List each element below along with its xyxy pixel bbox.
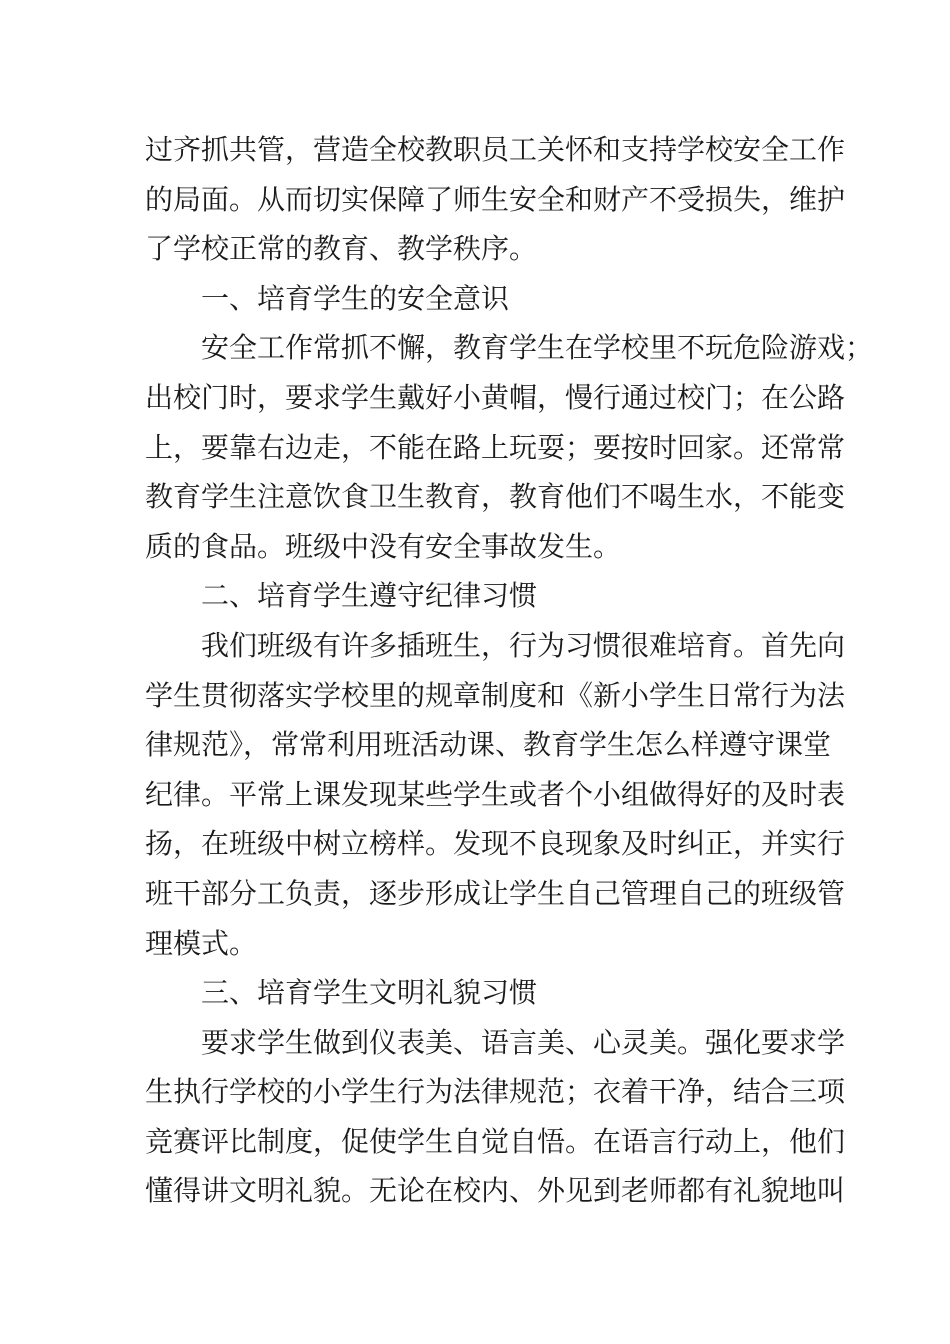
paragraph-line: 生执行学校的小学生行为法律规范；衣着干净，结合三项	[145, 1075, 846, 1109]
document-body	[145, 125, 874, 1216]
paragraph-line: 质的食品。班级中没有安全事故发生。	[145, 529, 622, 563]
paragraph-line: 要求学生做到仪表美、语言美、心灵美。强化要求学	[201, 1025, 846, 1059]
paragraph-line: 学生贯彻落实学校里的规章制度和《新小学生日常行为法	[145, 678, 846, 712]
paragraph-line: 懂得讲文明礼貌。无论在校内、外见到老师都有礼貌地叫	[145, 1174, 846, 1208]
paragraph-line: 上，要靠右边走，不能在路上玩耍；要按时回家。还常常	[145, 430, 846, 464]
section-heading: 三、培育学生文明礼貌习惯	[201, 976, 538, 1010]
section-heading: 一、培育学生的安全意识	[201, 281, 510, 315]
paragraph-line: 律规范》，常常利用班活动课、教育学生怎么样遵守课堂	[145, 728, 832, 762]
paragraph-line: 出校门时，要求学生戴好小黄帽，慢行通过校门；在公路	[145, 380, 846, 414]
paragraph-line: 的局面。从而切实保障了师生安全和财产不受损失，维护	[145, 182, 846, 216]
paragraph-line: 了学校正常的教育、教学秩序。	[145, 232, 538, 266]
paragraph-line: 教育学生注意饮食卫生教育，教育他们不喝生水，不能变	[145, 480, 846, 514]
section-heading: 二、培育学生遵守纪律习惯	[201, 579, 538, 613]
paragraph-line: 过齐抓共管，营造全校教职员工关怀和支持学校安全工作	[145, 133, 846, 166]
paragraph-line: 班干部分工负责，逐步形成让学生自己管理自己的班级管	[145, 876, 846, 910]
paragraph-line: 竞赛评比制度，促使学生自觉自悟。在语言行动上，他们	[145, 1124, 846, 1158]
paragraph-line: 扬，在班级中树立榜样。发现不良现象及时纠正，并实行	[145, 827, 846, 861]
paragraph-line: 我们班级有许多插班生，行为习惯很难培育。首先向	[201, 628, 846, 662]
paragraph-line: 安全工作常抓不懈，教育学生在学校里不玩危险游戏；	[201, 331, 874, 365]
paragraph-line: 纪律。平常上课发现某些学生或者个小组做得好的及时表	[145, 777, 846, 811]
paragraph-line: 理模式。	[145, 926, 258, 960]
